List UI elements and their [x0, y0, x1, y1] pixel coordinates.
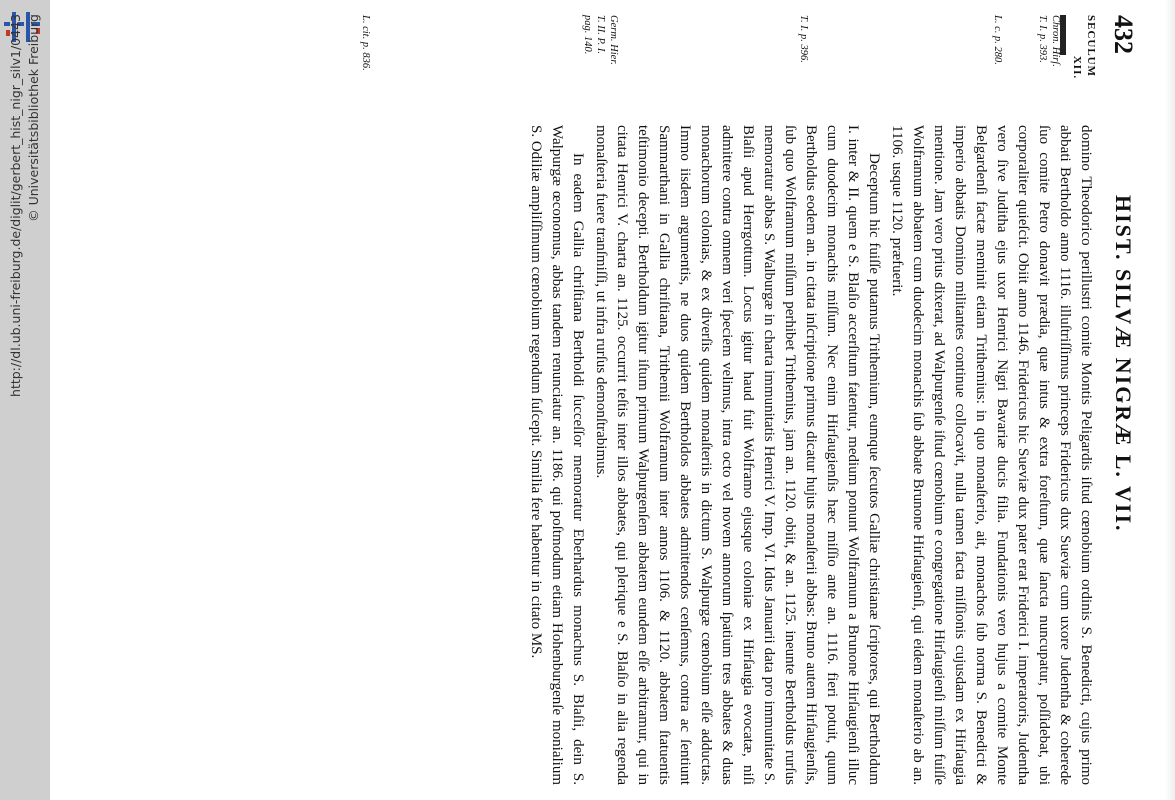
century-label: SECULUM [1085, 15, 1097, 78]
paragraph: Deceptum hic fuiſſe putamus Trithemium, eumque ſecutos Galliæ christianæ ſcriptores, qui Bertholdum I. inter & II. quem e S. Blaſio accerſitum fatentur, medium ponunt Wolframum a Brunone Hirſaugienſi illuc cum duodecim monachis miſſum. Nec enim Hirſaugienſis hæc miſſio ante an. 1116. fieri potuit, quum Bertholdus eodem an. in citata inſcriptione primus dicatur hujus monaſterii abbas: Bruno autem Hirſaugienſis, ſub quo Wolframum miſſum perhibet Trithemius, jam an. 1120. obiit, & an. 1125. ineunte Bertholdus rurſus memoratur abbas S. Walburgæ in charta immunitatis Henrici V. Imp. VI. Idus Januarii data pro immunitate S. Blaſii apud Herrgottum. Locus igitur haud fuit Wolframo ejusque coloniæ ex Hirſaugia evocatæ, niſi admittere contra omnem veri ſpeciem velimus, intra octo vel novem annorum ſpatium tres abbates & duas monachorum colonias, & ex diverſis quidem monaſteriis in dictum S. Walpurgæ cœnobium eſſe adductas. Immo iisdem argumentis, ne duos quidem Bertholdos abbates admittendos cenſemus, contra ac ſentiunt Sammarthani in Gallia chriſtiana, Trithemii Wolframum inter annos 1106. & 1120. abbatem ſtatuentis teſtimonio decepti. Bertholdum igitur iſtum primum Walpurgenſem abbatem eundem eſſe arbitramur, qui in citata Henrici V. charta an. 1125. occurrit teſtis inter illos abbates, qui plerique e S. Blaſio in alia regenda monaſteria fuere tranſmiſſi, ut infra rurſus demonſtrabimus. [593, 125, 882, 785]
copyright-notice: © Universitätsbibliothek Freiburg [26, 14, 41, 222]
body-text [523, 125, 1096, 785]
page-edge [1165, 0, 1175, 800]
margin-note: L. c. p. 280. [992, 15, 1003, 65]
margin-note: T. I. p. 396. [798, 15, 809, 63]
margin-note: Germ. Hier. T. II. P. I. pag. 140. [582, 15, 619, 65]
page-number: 432 [1109, 15, 1138, 54]
paragraph: domino Theodorico perillustri comite Montis Peligardis iſtud cœnobium ordinis S. Benedicti, cujus primo abbati Bertholdo anno 1116. illuſtriſſimus princeps Fridericus dux Sueviæ cum uxore Judentha & coherede ſuo comite Petro donavit prædia, quæ intus & extra foreſtum, quæ ſancta nuncupatur, poſſidebat, ubi corporaliter quieſcit. Obiit anno 1146. Fridericus hic Sueviæ dux pater erat Friderici I. imperatoris, Judentha vero ſive Juditha ejus uxor Henrici Nigri Bavariæ ducis filia. Fundationis vero hujus a comite Monte Belgardenſi factæ meminit etiam Trithemius: in quo monaſterio, ait, monachos ſub norma S. Benedicti & imperio abbatis Domino militantes continue collocavit, nulla tamen facta miſſionis cujusdam ex Hirſaugia mentione. Jam vero prius dixerat, ad Walpurgenſe iſtud cœnobium e congregatione Hirſaugienſi miſſum fuiſſe Wolframum abbatem cum duodecim monachis ſub abbate Brunone Hirſaugienſi, qui eidem monaſterio ab an. 1106. usque 1120. præfuerit. [889, 125, 1094, 785]
margin-notes [280, 15, 1100, 120]
credit-area [0, 0, 50, 800]
margin-note: Chron. Hirſ. T. I. p. 393. [1037, 15, 1061, 67]
century-number: XII. [1071, 55, 1083, 80]
paragraph: In eadem Gallia chriſtiana Bertholdi ſucceſſor memoratur Eberhardus monachus S. Blaſii, dein S. Walpurgæ œconomus, abbas tandem renunciatur an. 1186. qui poſtmodum etiam Hohenburgenſe monialium S. Odiliæ ampliſſimum cœnobium regendum ſuſcepit. Similia fere habentur in citato MS. [528, 125, 586, 785]
source-url[interactable]: http://dl.ub.uni-freiburg.de/diglit/gerbert_hist_nigr_silv1/0443 [8, 14, 23, 397]
scanned-page [50, 0, 1175, 800]
viewer-sidebar [0, 0, 50, 800]
page-content [110, 15, 1140, 785]
margin-note: L. cit. p. 836. [360, 15, 371, 71]
page-header [1100, 15, 1140, 785]
running-head: HIST. SILVÆ NIGRÆ L. VII. [1111, 195, 1136, 533]
